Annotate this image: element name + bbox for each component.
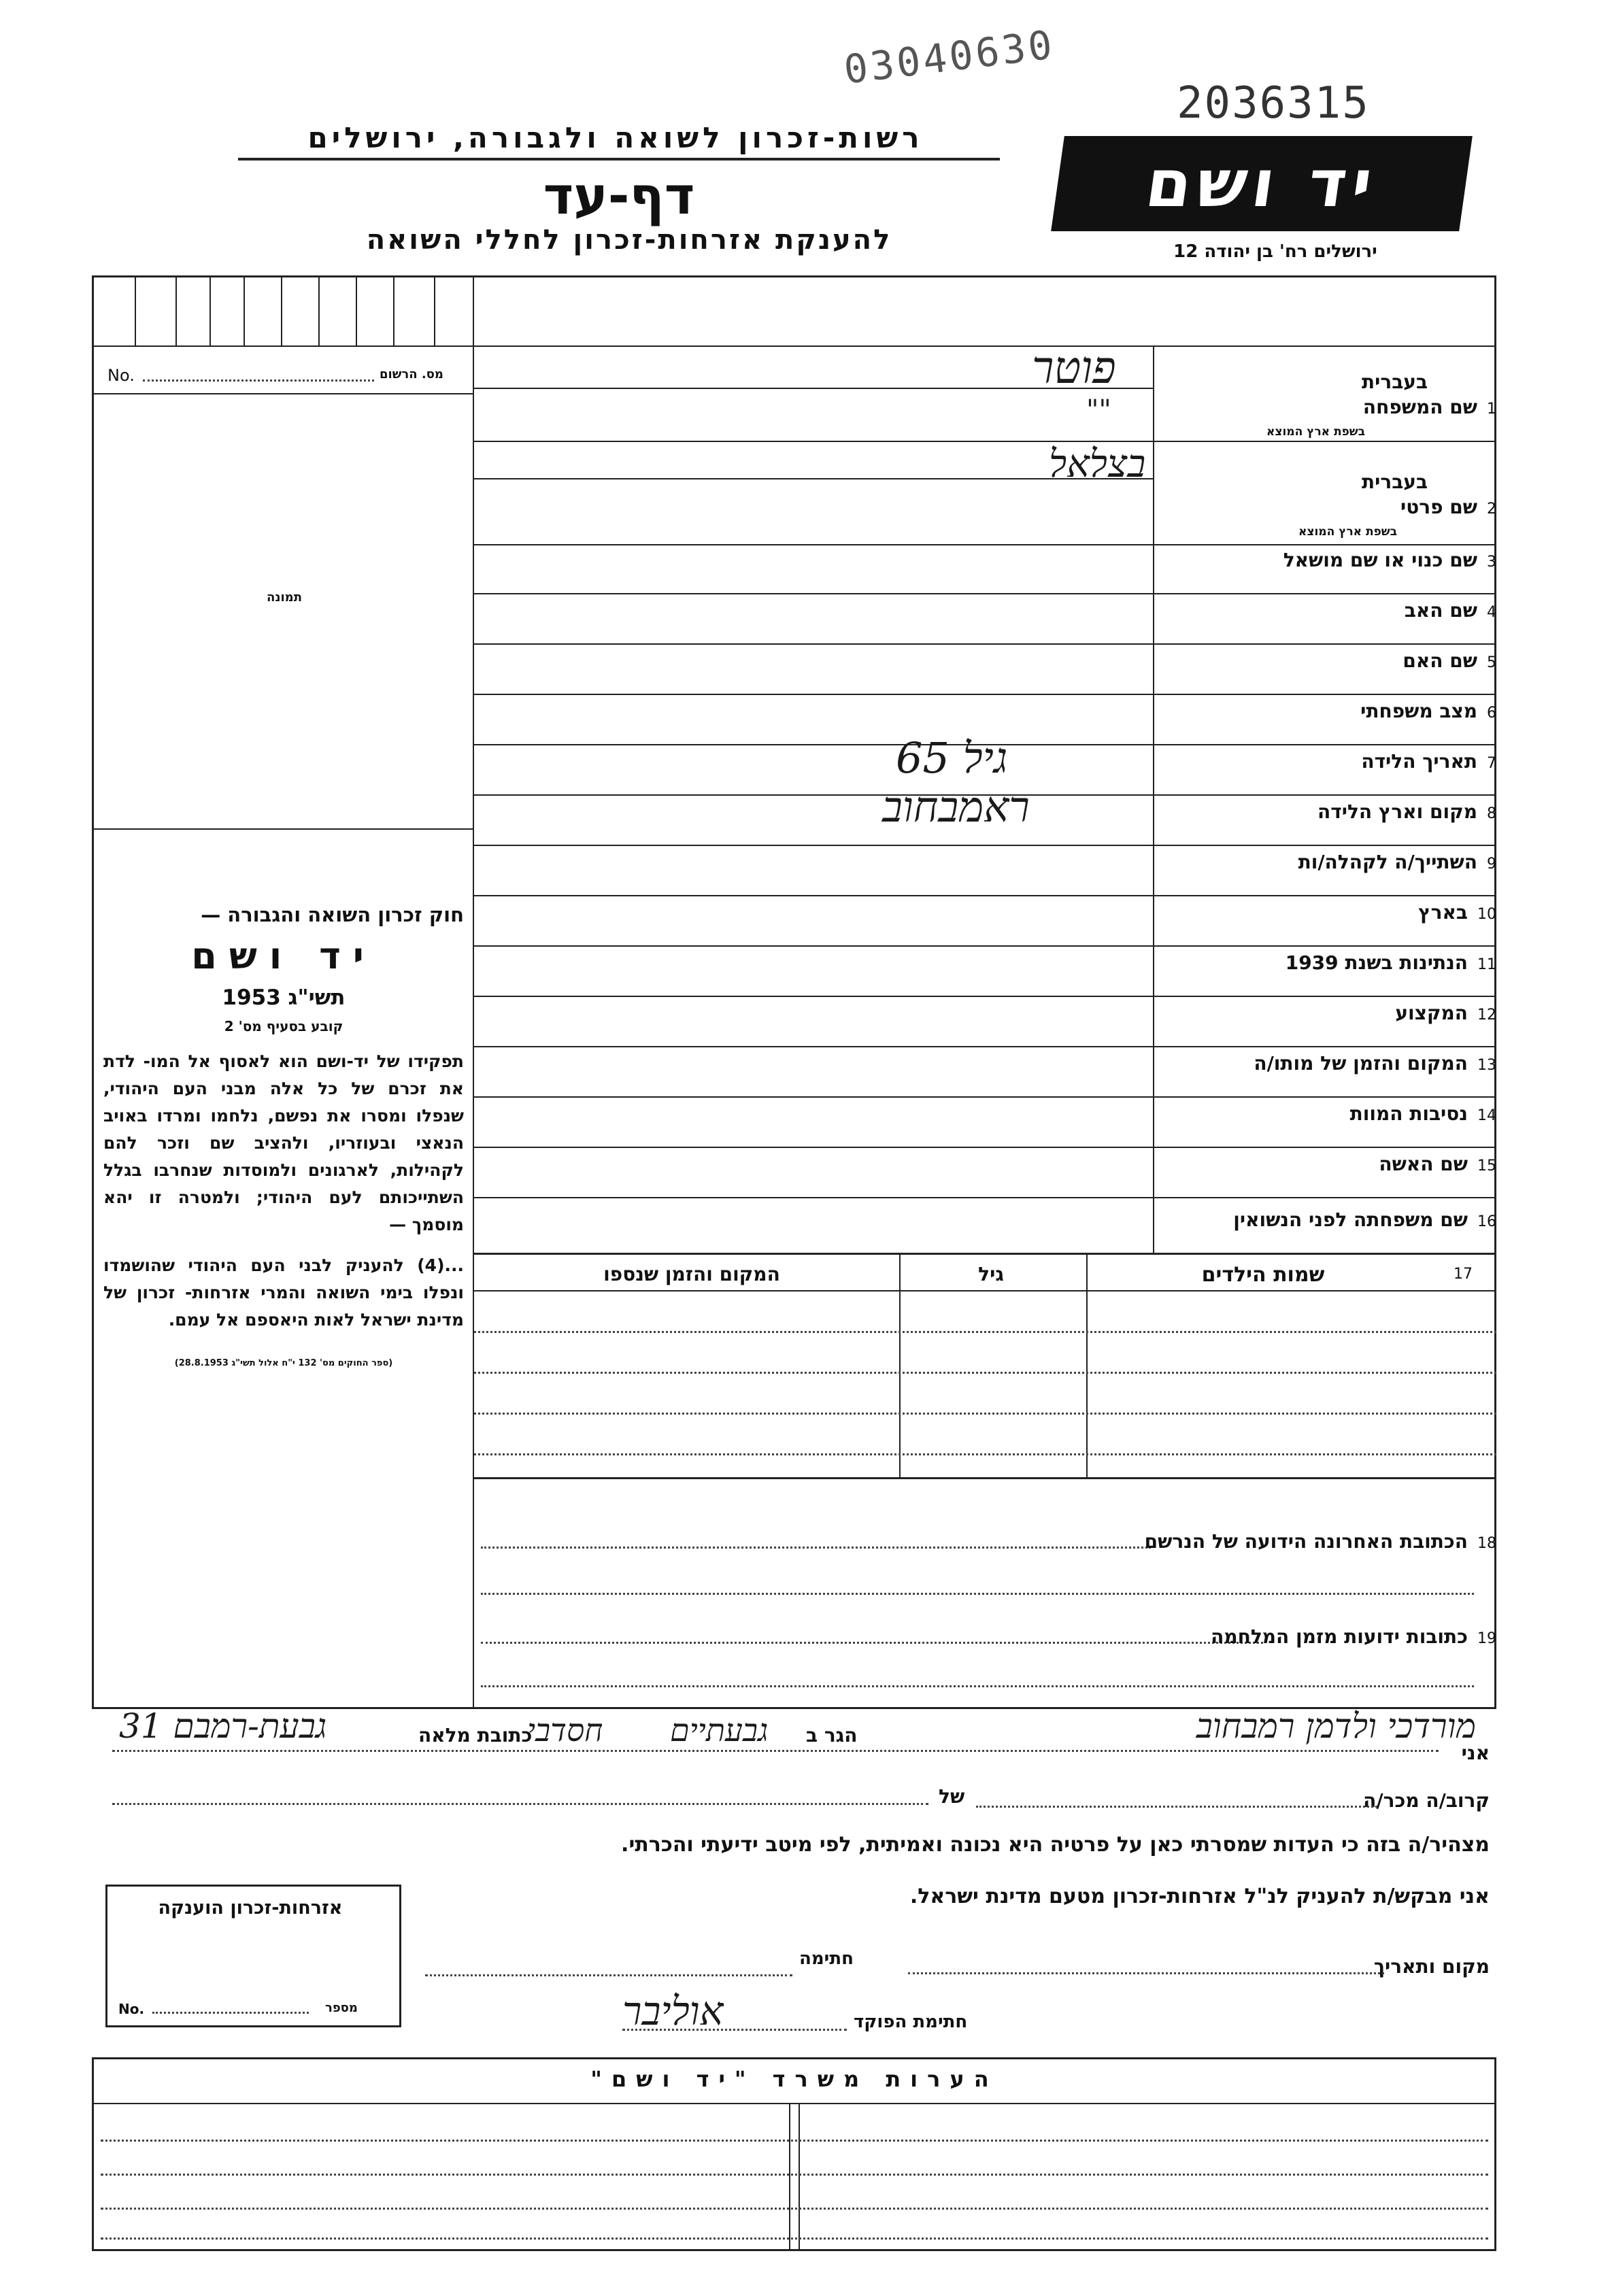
field-4-number: 4 [1487,604,1496,621]
stamp-number-top: 03040630 [841,21,1058,93]
row-line [474,1147,1496,1148]
declaration-section [92,1706,1496,2049]
declaration-resides-extra: חסדבי [527,1712,603,1749]
children-col-names: שמות הילדים [1201,1263,1325,1287]
field-1-hebrew-tag: בעברית [1362,371,1428,393]
field-12-label [1153,1004,1496,1023]
official-signature: אוליבר [622,1988,724,2034]
index-box-divider [209,277,211,345]
field-2-text: שם פרטי [1400,496,1477,518]
field-10-text: בארץ [1418,901,1468,924]
law-year: תשי"ג 1953 [222,985,346,1010]
remarks-row [101,2208,1488,2210]
field-7-number: 7 [1487,755,1496,772]
field-5-text: שם האם [1403,649,1477,672]
place-date-label: מקום ותאריך [1373,1955,1490,1978]
address-section [474,1481,1496,1706]
row-line [474,996,1496,997]
law-text [103,903,464,1368]
authority-title: רשות-זכרון לשואה ולגבורה, ירושלים [307,121,924,154]
row-line [474,694,1496,695]
field-2-hebrew-tag: בעברית [1362,471,1428,493]
children-row [474,1331,1496,1333]
field-13-label [1153,1054,1496,1073]
signature-label: חתימה [799,1948,854,1969]
field-16-text: שם משפחתה לפני הנשואין [1233,1209,1468,1231]
registration-baseline [94,393,473,394]
field-9-label [1153,853,1496,872]
field-18-label [1145,1530,1496,1553]
of-dots [112,1803,928,1805]
remarks-row [101,2238,1488,2240]
field-7-label [1153,752,1496,771]
index-box-divider [356,277,357,345]
field-19-line-2 [481,1685,1474,1687]
record-number: 2036315 [1177,78,1370,129]
authority-underline [238,158,1000,161]
children-row [474,1453,1496,1455]
field-1-text: שם המשפחה [1362,396,1477,418]
index-box-divider [244,277,245,345]
row-line [474,845,1496,846]
index-box-divider [434,277,435,345]
remarks-row [101,2174,1488,2176]
citizenship-box [105,1885,401,2027]
index-box-divider [175,277,177,345]
relation-dots [976,1806,1377,1808]
field-14-text: נסיבות המוות [1349,1102,1468,1125]
declaration-request: אני מבקש/ת להעניק לנ"ל אזרחות-זכרון מטעם מדינת ישראל. [909,1885,1490,1908]
field-16-number: 16 [1477,1213,1496,1230]
field-6-label [1153,702,1496,721]
field-6-text: מצב משפחתי [1360,700,1477,722]
citizenship-box-no: No. [118,2001,145,2017]
official-signature-dots [622,2029,847,2031]
fields-section [474,341,1496,1530]
field-12-number: 12 [1477,1007,1496,1024]
field-7-text: תאריך הלידה [1361,750,1477,773]
index-box-divider [281,277,282,345]
children-table [474,1255,1496,1477]
logo-text: יד ושם [1141,146,1383,222]
children-number: 17 [1454,1266,1473,1283]
children-row [474,1372,1496,1374]
logo-address: ירושלים רח' בן יהודה 12 [1173,241,1377,262]
remarks-title: הערות משרד "יד ושם" [590,2066,998,2092]
law-section: קובע בסעיף מס' 2 [224,1018,343,1034]
field-15-number: 15 [1477,1158,1496,1175]
children-row [474,1413,1496,1415]
field-2-origin-tag: בשפת ארץ המוצא [1298,525,1398,539]
row-line [474,945,1496,947]
yad-vashem-logo [1051,136,1473,231]
field-19-text: כתובות ידועות מזמן המלחמה [1211,1625,1468,1648]
declaration-statement: מצהיר/ה בזה כי העדות שמסרתי כאן על פרטיה היא נכונה ואמיתית, לפי מיטב ידיעתי והכרתי. [621,1833,1490,1857]
declaration-address-value: גבעת-רמבם 31 [119,1706,327,1746]
row-line [474,643,1496,645]
field-7-value: גיל 65 [896,733,1008,783]
declaration-line-1 [112,1750,1439,1752]
field-1-label [1153,398,1496,417]
field-13-number: 13 [1477,1057,1496,1074]
of-label: של [939,1785,965,1808]
field-6-number: 6 [1487,705,1496,722]
place-date-dots [908,1972,1384,1974]
form-title: דף-עד [543,165,695,226]
form-frame [92,275,1496,1709]
field-15-label [1153,1155,1496,1174]
field-14-number: 14 [1477,1107,1496,1124]
field-19-number: 19 [1477,1630,1496,1647]
field-19-label [1211,1625,1496,1648]
row-line [474,1046,1496,1047]
photo-box-bottom [94,828,473,830]
relation-label: קרוב/ה מכר/ה [1363,1789,1490,1812]
citizenship-box-dots [152,2012,309,2014]
field-5-number: 5 [1487,654,1496,671]
children-col-age: גיל [978,1263,1004,1285]
field-10-label [1153,903,1496,922]
declaration-resides-value: גבעתיים [670,1712,769,1749]
field-18-number: 18 [1477,1535,1496,1552]
field-13-text: המקום והזמן של מותו/ה [1254,1052,1468,1075]
field-2-value: בצלאל [1049,442,1146,486]
law-footnote: (ספר החוקים מס' 132 י"ח אלול תשי"ג 28.8.1953) [174,1358,393,1368]
field-9-text: השתייך/ה לקהלה/ות [1298,851,1477,873]
index-box-divider [393,277,394,345]
field-18-text: הכתובת האחרונה הידועה של הנרשם [1144,1530,1468,1553]
row-line [474,544,1496,545]
declaration-resides-label: הגר ב [806,1724,858,1746]
field-3-number: 3 [1487,554,1496,571]
field-4-label [1153,601,1496,620]
row-line [474,441,1496,442]
photo-label: תמונה [266,590,303,605]
registration-no: No. [107,366,135,385]
field-8-text: מקום וארץ הלידה [1317,800,1477,823]
field-11-label [1153,953,1496,973]
field-1-number: 1 [1487,401,1496,418]
field-15-text: שם האשה [1379,1153,1468,1175]
field-1-value: פוטר [1032,341,1116,394]
official-signature-label: חתימת הפוקד [854,2012,968,2032]
law-paragraph-1: תפקידו של יד-ושם הוא לאסוף אל המו- לדת את זכרם של כל אלה מבני העם היהודי, שנפלו ומסרו את נפשם, נלחמו ומרדו באויב הנאצי ובעוזריו, ולהציב שם וזכר להם לקהילות, לארגונים ולמוסדות שנחרבו בגלל השתייכותם לעם היהודי; ולמטרה זו יהא מוסמך — [103,1051,464,1234]
remarks-title-line [94,2103,1495,2104]
index-box-divider [318,277,320,345]
row-line [474,1197,1496,1198]
registration-label: מס. הרשום [380,367,443,382]
field-2-label [1153,498,1496,517]
law-heading: חוק זכרון השואה והגבורה — [201,903,464,926]
children-col-divider [899,1255,901,1477]
field-1-origin-tag: בשפת ארץ המוצא [1266,425,1366,439]
registration-dots [143,379,374,382]
remarks-col-divider [799,2104,800,2250]
field-8-label [1153,800,1496,823]
row-line [474,895,1496,896]
citizenship-box-number-label: מספר [325,2001,358,2015]
field-3-text: שם כנוי או שם מושאל [1283,549,1477,571]
field-12-text: המקצוע [1395,1002,1468,1024]
field-16-label [1153,1211,1496,1230]
row-line [474,1096,1496,1098]
remarks-row [101,2140,1488,2142]
field-1-value-2: "" [1086,394,1111,426]
field-11-text: הנתינות בשנת 1939 [1285,951,1468,974]
field-2-number: 2 [1487,501,1496,518]
children-bottom-line [474,1477,1496,1479]
field-18-dots [481,1547,1151,1549]
law-paragraph-2: ...(4) להעניק לבני העם היהודי שהושמדו ונפלו בימי השואה והמרי אזרחות- זכרון של מדינת ישראל לאות היאספם אל עמם. [103,1255,464,1330]
law-name: יד ושם [191,934,376,977]
field-3-label [1153,551,1496,570]
citizenship-box-title: אזרחות-זכרון הוענקה [158,1897,343,1919]
field-11-number: 11 [1477,956,1496,973]
field-8-value: ראמבחוב [882,782,1030,832]
declaration-address-label: כתובת מלאה [418,1724,533,1746]
form-subtitle: להענקת אזרחות-זכרון לחללי השואה [366,224,892,256]
declaration-ani-value: מורדכי ולדמן רמבחוב [1196,1706,1476,1746]
declaration-ani-label: אני [1461,1742,1490,1764]
field-4-text: שם האב [1404,599,1477,622]
field-9-number: 9 [1487,856,1496,873]
remarks-section [92,2057,1496,2251]
field-8-number: 8 [1487,805,1496,822]
remarks-col-divider [789,2104,790,2250]
index-box-divider [135,277,136,345]
index-boxes [94,277,473,345]
row-line [474,593,1496,594]
field-19-dots [481,1642,1263,1644]
children-header-line [474,1290,1496,1292]
children-col-place: המקום והזמן שנספו [603,1263,780,1285]
field-10-number: 10 [1477,906,1496,923]
field-5-label [1153,649,1496,672]
field-18-line-2 [481,1593,1474,1595]
children-col-divider [1086,1255,1088,1477]
field-14-label [1153,1104,1496,1124]
signature-dots [425,1974,792,1976]
